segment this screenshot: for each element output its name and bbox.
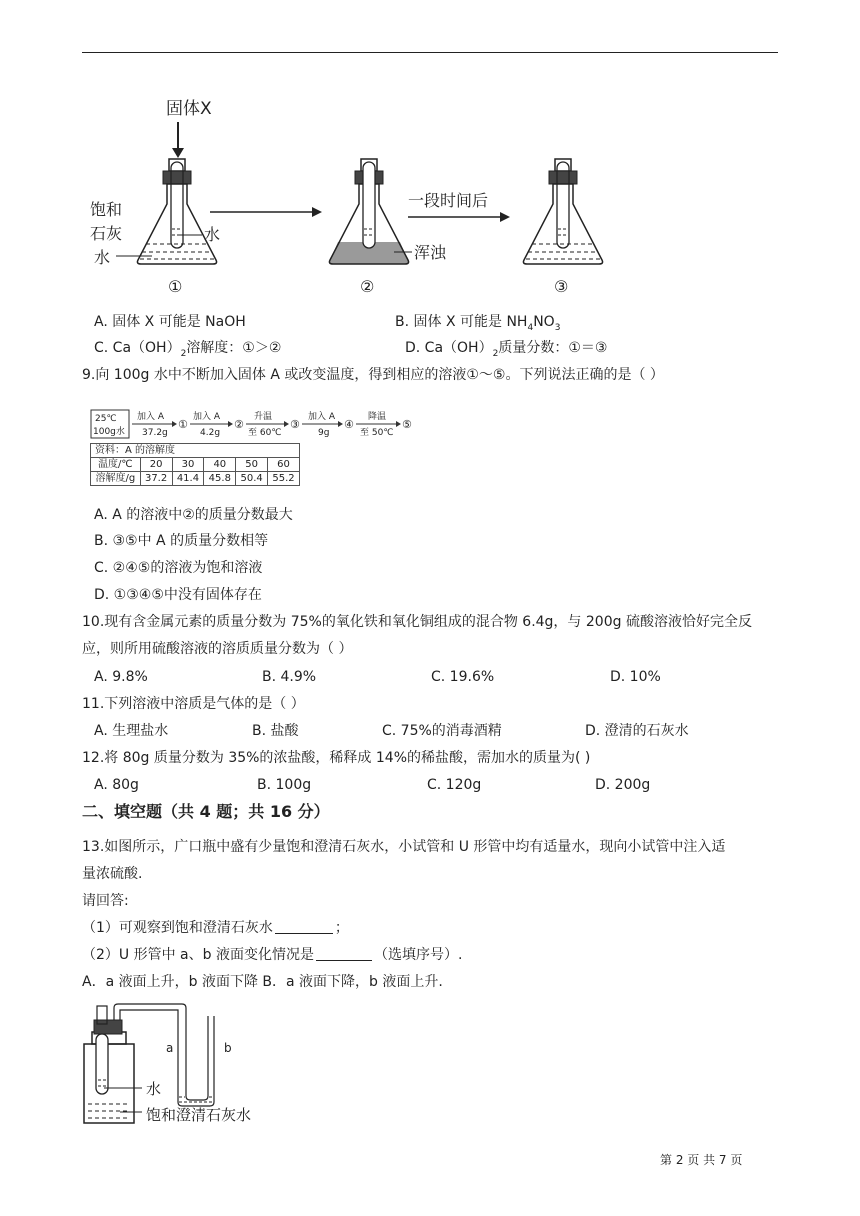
q8-option-b: B. 固体 X 可能是 $NH_4NO_3$ <box>395 314 561 333</box>
q11-option-c: C. 75%的消毒酒精 <box>382 723 502 739</box>
q13-part1: （1）可观察到饱和澄清石灰水 ； <box>82 920 349 936</box>
q9-flow-diagram <box>90 408 420 442</box>
q10-option-b: B. 4.9% <box>262 669 317 685</box>
svg-text:加入 A: 加入 A <box>193 412 221 422</box>
svg-text:水: 水 <box>94 248 111 267</box>
svg-text:4.2g: 4.2g <box>200 428 221 438</box>
svg-text:③: ③ <box>290 418 300 431</box>
flask-3 <box>523 159 602 264</box>
q12-option-d: D. 200g <box>595 777 651 793</box>
label-b: b <box>224 1041 232 1055</box>
svg-text:②: ② <box>234 418 244 431</box>
svg-text:石灰: 石灰 <box>90 224 123 243</box>
flask-1 <box>116 159 217 264</box>
q13-stem-line2: 量浓硫酸. <box>82 866 143 882</box>
header-rule <box>82 52 778 53</box>
q12-option-b: B. 100g <box>257 777 312 793</box>
svg-text:37.2g: 37.2g <box>142 428 168 438</box>
q10-option-a: A. 9.8% <box>94 669 148 685</box>
q12-option-a: A. 80g <box>94 777 139 793</box>
q13-stem-line1: 13.如图所示，广口瓶中盛有少量饱和澄清石灰水，小试管和 U 形管中均有适量水，现向小试管中注入适 <box>82 839 726 855</box>
q10-option-c: C. 19.6% <box>431 669 495 685</box>
q11-option-a: A. 生理盐水 <box>94 723 169 739</box>
q8-flask-figure <box>82 92 642 298</box>
svg-text:①: ① <box>178 418 188 431</box>
q12-stem: 12.将 80g 质量分数为 35%的浓盐酸，稀释成 14%的稀盐酸，需加水的质量为( ) <box>82 750 591 766</box>
svg-text:至 50℃: 至 50℃ <box>360 428 394 438</box>
label-limewater: 饱和澄清石灰水 <box>146 1106 252 1124</box>
q10-option-d: D. 10% <box>610 669 661 685</box>
label-water: 水 <box>146 1080 162 1098</box>
q9-option-d: D. ①③④⑤中没有固体存在 <box>94 587 262 603</box>
answer-blank-1[interactable] <box>275 919 333 934</box>
svg-text:加入 A: 加入 A <box>308 412 336 422</box>
svg-text:④: ④ <box>344 418 354 431</box>
q9-solubility-table: 资料：A 的溶解度 温度/℃ 20 30 40 50 60 溶解度/g 37.2 41.4 45.8 50.4 55.2 <box>90 443 300 486</box>
svg-text:⑤: ⑤ <box>402 418 412 431</box>
flask-2 <box>329 159 412 264</box>
answer-blank-2[interactable] <box>316 946 372 961</box>
svg-text:100g水: 100g水 <box>93 427 125 437</box>
q9-option-c: C. ②④⑤的溶液为饱和溶液 <box>94 560 263 576</box>
svg-text:水: 水 <box>204 225 221 244</box>
q8-option-c: C. $Ca(OH)_2$溶解度：①＞② <box>94 340 282 359</box>
svg-text:升温: 升温 <box>254 412 273 422</box>
label-a: a <box>166 1041 174 1055</box>
svg-text:加入 A: 加入 A <box>137 412 165 422</box>
q13-part2: （2）U 形管中 a、b 液面变化情况是 （选填序号）. <box>82 947 463 963</box>
svg-text:②: ② <box>360 277 375 296</box>
q11-option-b: B. 盐酸 <box>252 723 299 739</box>
svg-text:25℃: 25℃ <box>95 414 117 424</box>
q10-stem-line2: 应，则所用硫酸溶液的溶质质量分数为（ ） <box>82 641 353 657</box>
q13-ask: 请回答: <box>82 893 129 909</box>
q9-option-a: A. A 的溶液中②的质量分数最大 <box>94 507 293 523</box>
q12-option-c: C. 120g <box>427 777 482 793</box>
svg-text:①: ① <box>168 277 183 296</box>
svg-text:③: ③ <box>554 277 569 296</box>
q9-stem: 9.向 100g 水中不断加入固体 A 或改变温度，得到相应的溶液①～⑤。下列说法正确的是（ ） <box>82 367 664 383</box>
page-footer: 第 2 页 共 7 页 <box>660 1153 743 1167</box>
section-heading: 二、填空题（共 4 题；共 16 分） <box>82 802 330 821</box>
svg-text:一段时间后: 一段时间后 <box>408 191 489 210</box>
q10-stem-line1: 10.现有含金属元素的质量分数为 75%的氧化铁和氧化铜组成的混合物 6.4g，与 200g 硫酸溶液恰好完全反 <box>82 614 752 630</box>
q11-stem: 11.下列溶液中溶质是气体的是（ ） <box>82 696 305 712</box>
svg-text:降温: 降温 <box>368 412 387 422</box>
turbid-label: 浑浊 <box>414 243 447 262</box>
q9-option-b: B. ③⑤中 A 的质量分数相等 <box>94 533 269 549</box>
q11-option-d: D. 澄清的石灰水 <box>585 723 689 739</box>
table-caption: 资料：A 的溶解度 <box>91 444 300 458</box>
svg-text:饱和: 饱和 <box>90 200 123 219</box>
q8-option-d: D. $Ca(OH)_2$质量分数：①＝③ <box>405 340 608 359</box>
q13-apparatus-figure <box>80 1000 280 1135</box>
q8-option-a: A. 固体 X 可能是 NaOH <box>94 314 246 330</box>
svg-text:至 60℃: 至 60℃ <box>248 428 282 438</box>
solid-x-label: 固体X <box>166 99 212 119</box>
q13-choice-options: A．a 液面上升，b 液面下降 B．a 液面下降，b 液面上升. <box>82 974 443 990</box>
svg-text:9g: 9g <box>318 428 330 438</box>
